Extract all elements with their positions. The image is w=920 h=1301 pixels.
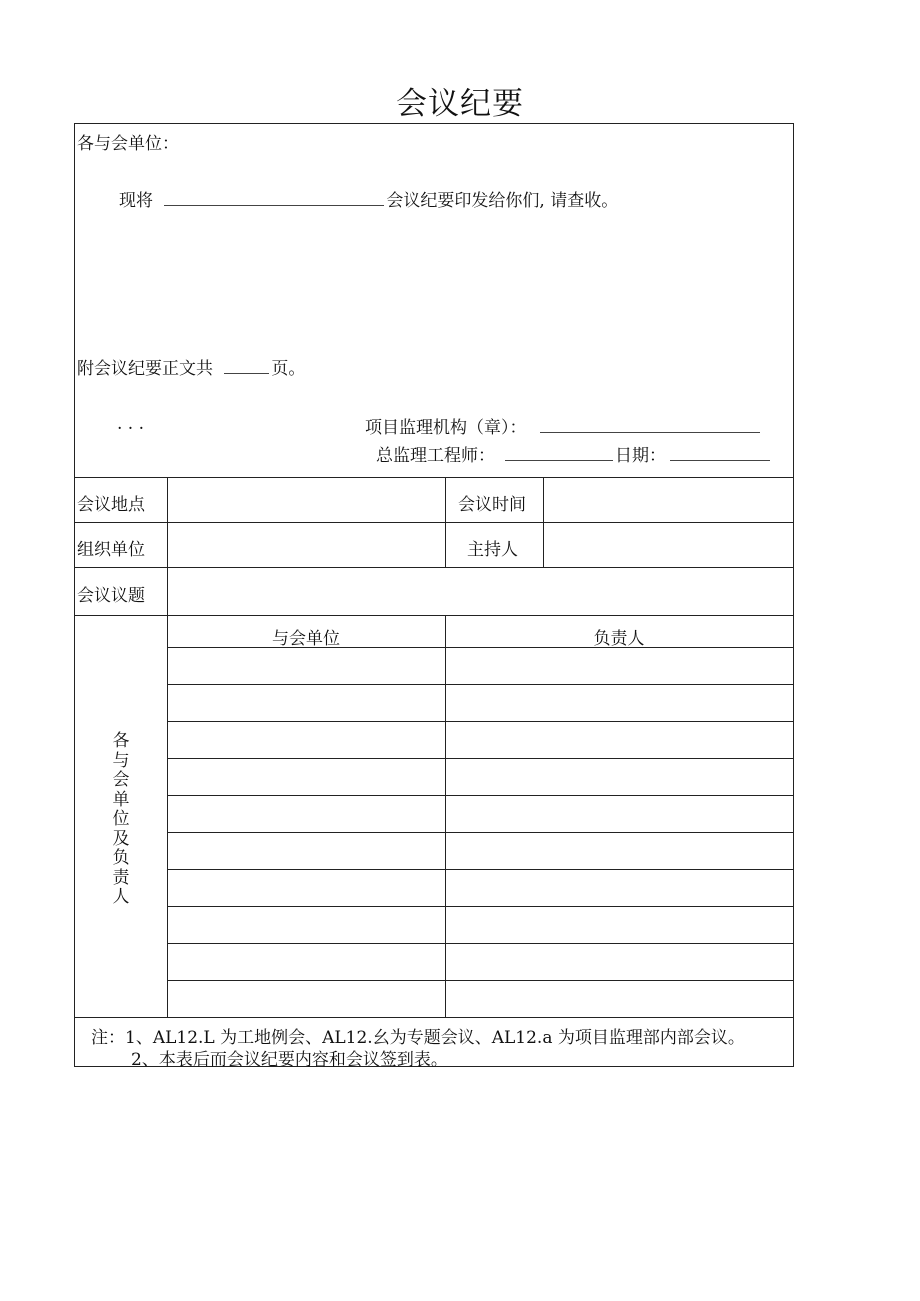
attachment-suffix: 页。 — [271, 359, 306, 379]
host-field[interactable] — [544, 523, 792, 567]
topic-label: 会议议题 — [77, 586, 145, 606]
sentence-prefix: 现将 — [119, 191, 153, 211]
chief-engineer-blank[interactable] — [505, 443, 613, 461]
sentence-suffix: 会议纪要印发给你们, 请查收。 — [386, 191, 619, 211]
forward-sentence — [119, 186, 618, 211]
side-label-char: 会 — [112, 770, 130, 790]
location-label: 会议地点 — [77, 495, 145, 515]
divider-line — [167, 832, 793, 833]
org-seal-blank[interactable] — [540, 415, 760, 433]
side-label-char: 单 — [112, 789, 130, 810]
meeting-minutes-form — [74, 123, 794, 1070]
location-field[interactable] — [168, 478, 444, 522]
divider-line — [167, 943, 793, 944]
side-label-char: 责 — [112, 867, 130, 888]
ellipsis-text: . . . — [117, 414, 145, 434]
org-seal-label: 项目监理机构（章）： — [365, 418, 527, 438]
divider-line — [167, 758, 793, 759]
chief-engineer-line — [376, 441, 770, 466]
divider-line — [75, 1017, 793, 1018]
divider-line — [167, 980, 793, 981]
side-label-char: 及 — [112, 828, 130, 849]
divider-line — [167, 906, 793, 907]
chief-engineer-label: 总监理工程师： — [376, 446, 495, 466]
column-line — [445, 615, 446, 1017]
organizer-field[interactable] — [168, 523, 444, 567]
person-column-header: 负责人 — [593, 629, 645, 649]
divider-line — [167, 795, 793, 796]
page-title: 会议纪要 — [396, 86, 524, 122]
attachment-prefix: 附会议纪要正文共 — [77, 359, 213, 379]
addressee-text: 各与会单位： — [77, 134, 179, 154]
org-seal-line — [365, 413, 760, 438]
date-blank[interactable] — [670, 443, 770, 461]
topic-field[interactable] — [168, 568, 792, 614]
date-label: 日期： — [615, 446, 666, 466]
side-label-char: 位 — [112, 809, 130, 829]
note-line-2: 2、本表后而会议纪要内容和会议签到表。 — [131, 1050, 448, 1070]
divider-line — [75, 615, 793, 616]
time-field[interactable] — [544, 478, 792, 522]
time-label: 会议时间 — [458, 495, 526, 515]
divider-line — [167, 721, 793, 722]
meeting-name-blank[interactable] — [164, 188, 384, 206]
side-label-char: 与 — [112, 750, 130, 771]
organizer-label: 组织单位 — [77, 540, 145, 560]
unit-column-header: 与会单位 — [272, 629, 340, 649]
divider-line — [167, 684, 793, 685]
side-label-char: 各 — [112, 731, 130, 751]
side-label-char: 负 — [112, 848, 130, 868]
column-line — [445, 477, 446, 567]
host-label: 主持人 — [467, 540, 518, 560]
page-count-blank[interactable] — [224, 356, 269, 374]
side-label-char: 人 — [112, 887, 130, 907]
attendees-side-label — [75, 732, 167, 908]
divider-line — [167, 869, 793, 870]
note-line-1: 注：1、AL12.L 为工地例会、AL12.幺为专题会议、AL12.a 为项目监理部内部会议。 — [91, 1028, 745, 1048]
attachment-line — [77, 354, 305, 379]
